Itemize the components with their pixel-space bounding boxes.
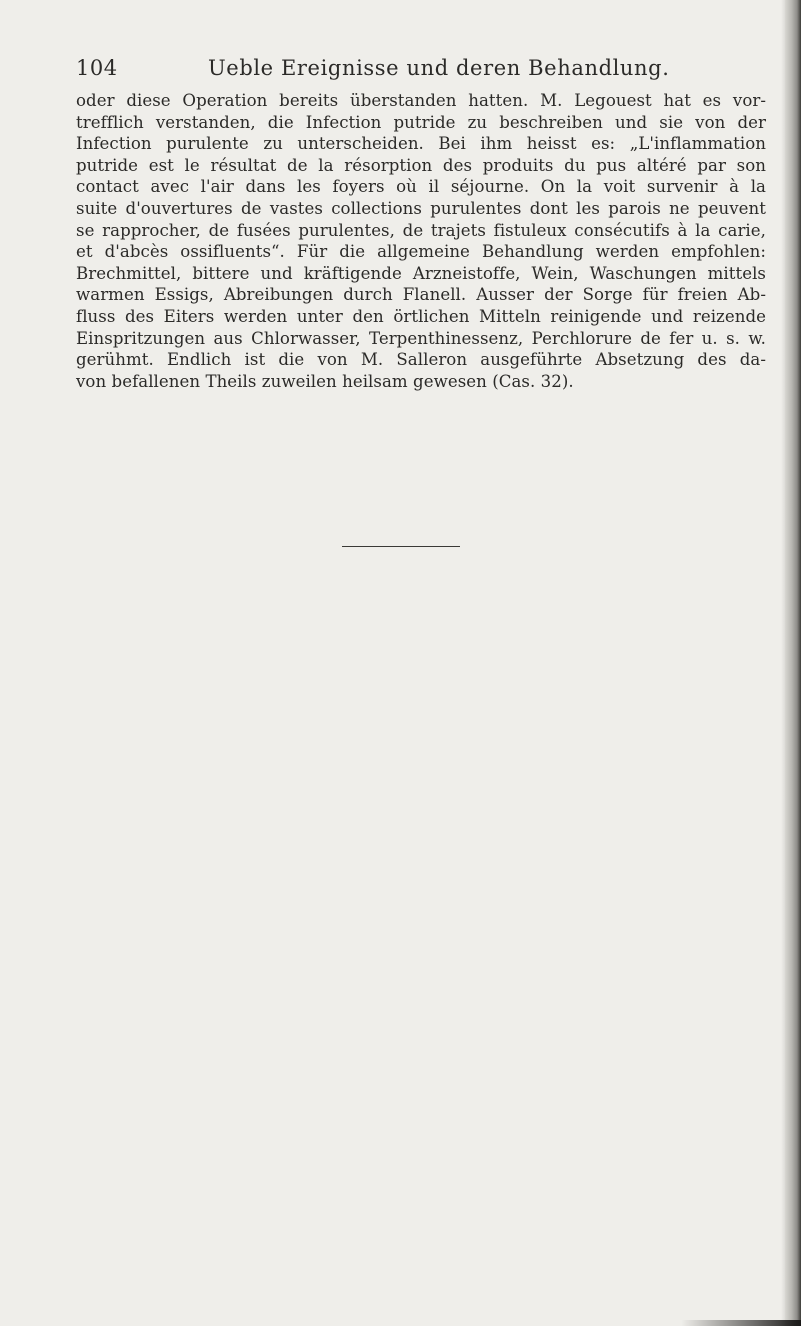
page-header [76,56,706,84]
page-edge [785,0,801,1326]
text-line: von befallenen Theils zuweilen heilsam gewesen (Cas. 32). [76,371,574,391]
text-line: suite d'ouvertures de vastes collections purulentes dont les parois ne peuvent [76,198,766,218]
page-corner-shadow [681,1320,801,1326]
text-line: putride est le résultat de la résorption des produits du pus altéré par son [76,155,766,175]
section-divider [342,546,460,547]
text-line: contact avec l'air dans les foyers où il séjourne. On la voit survenir à la [76,177,766,197]
text-line: Brechmittel, bittere und kräftigende Arzneistoffe, Wein, Waschungen mittels [76,263,766,283]
text-line: se rapprocher, de fusées purulentes, de trajets fistuleux consécutifs à la carie, [76,220,766,240]
text-line: Infection purulente zu unterscheiden. Bei ihm heisst es: „L'inflammation [76,134,766,154]
text-line: oder diese Operation bereits überstanden hatten. M. Legouest hat es vor- [76,91,766,110]
text-line: Einspritzungen aus Chlorwasser, Terpenthinessenz, Perchlorure de fer u. s. w. [76,328,766,348]
text-line: et d'abcès ossifluents“. Für die allgemeine Behandlung werden empfohlen: [76,242,766,262]
text-line: fluss des Eiters werden unter den örtlichen Mitteln reinigende und reizende [76,306,766,326]
text-line: trefflich verstanden, die Infection putride zu beschreiben und sie von der [76,112,766,132]
running-title: Ueble Ereignisse und deren Behandlung. [208,56,670,80]
body-paragraph [76,90,766,392]
text-line: gerühmt. Endlich ist die von M. Salleron ausgeführte Absetzung des da- [76,350,766,370]
text-line: warmen Essigs, Abreibungen durch Flanell. Ausser der Sorge für freien Ab- [76,285,766,305]
page-number: 104 [76,56,118,80]
